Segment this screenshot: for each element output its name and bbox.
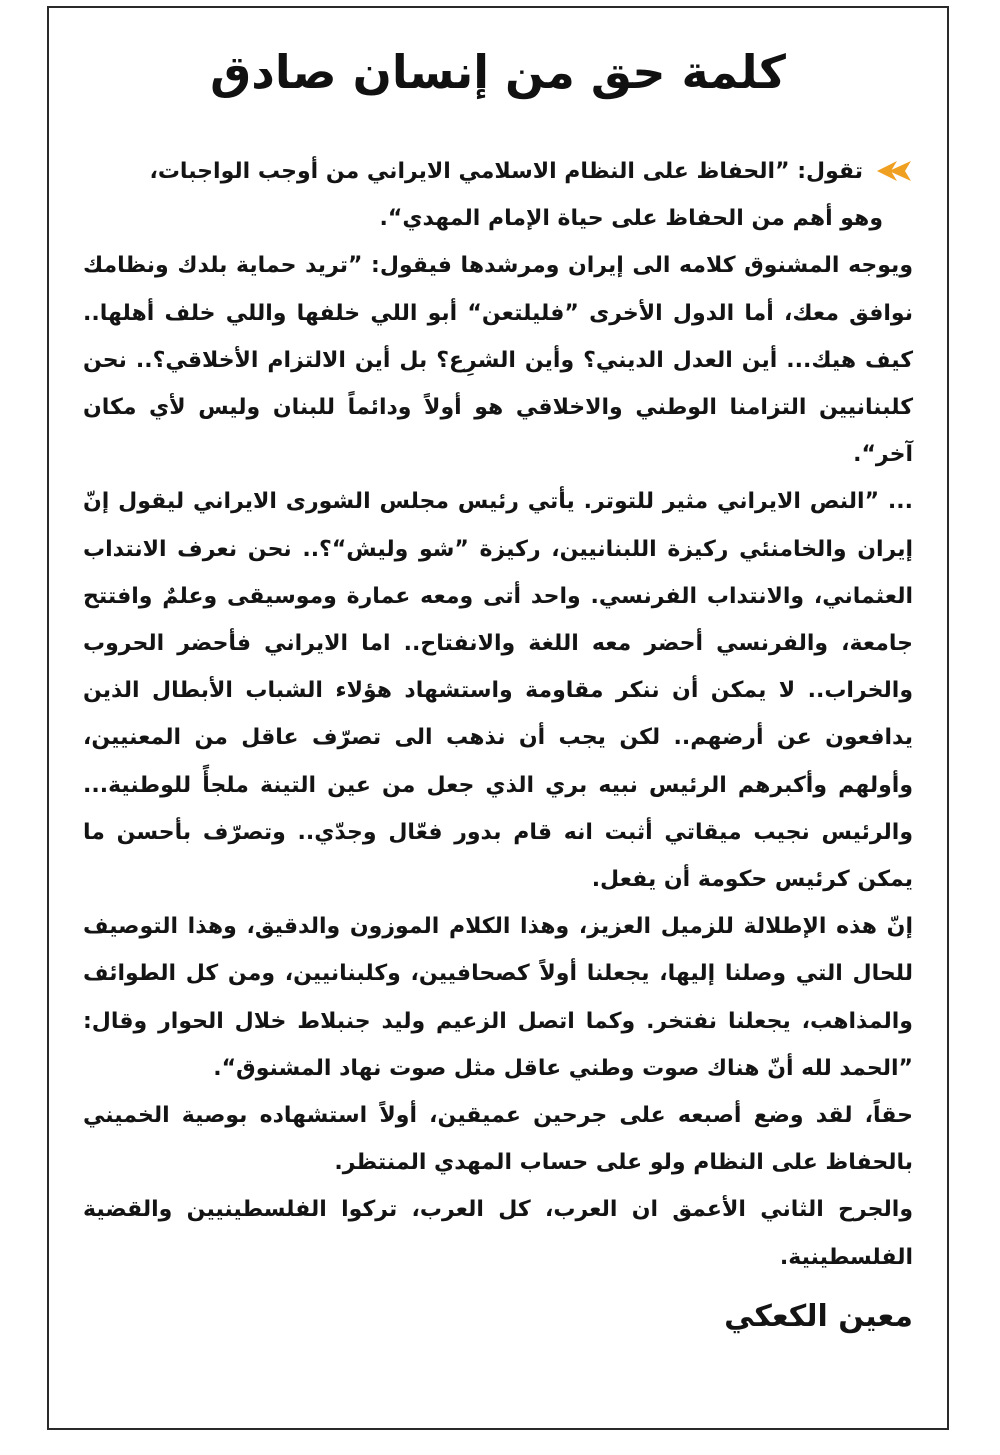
article-paragraph-4: إنّ هذه الإطلالة للزميل العزيز، وهذا الكلام الموزون والدقيق، وهذا التوصيف للحال التي وصلنا إليها، يجعلنا أولاً كصحافيين، وكلبنانيين، ومن كل الطوائف والمذاهب، يجعلنا نفتخر. وكما اتصل الزعيم وليد جنبلاط خلال الحوار وقال: ”الحمد لله أنّ هناك صوت وطني عاقل مثل صوت نهاد المشنوق“.	[83, 914, 913, 1081]
article-frame	[47, 6, 949, 1430]
paragraph-text: تقول: ”الحفاظ على النظام الاسلامي الايراني من أوجب الواجبات،	[149, 159, 863, 184]
article-body	[83, 148, 913, 1347]
article-paragraph-2: ويوجه المشنوق كلامه الى إيران ومرشدها فيقول: ”تريد حماية بلدك ونظامك نوافق معك، أما الدول الأخرى ”فليلتعن“ أبو اللي خلفها واللي خلف أهلها.. كيف هيك... أين العدل الديني؟ وأين الشرِع؟ بل أين الالتزام الأخلاقي؟.. نحن كلبنانيين التزامنا الوطني والاخلاقي هو أولاً ودائماً للبنان وليس لأي مكان آخر“.	[83, 253, 913, 468]
article-title: كلمة حق من إنسان صادق	[210, 45, 786, 99]
article-paragraph-1	[83, 148, 913, 195]
article-paragraph-1-cont: وهو أهم من الحفاظ على حياة الإمام المهدي“.	[379, 206, 883, 232]
article-paragraph-6: والجرح الثاني الأعمق ان العرب، كل العرب، تركوا الفلسطينيين والقضية الفلسطينية.	[83, 1197, 913, 1270]
author-name: معين الكعكي	[724, 1298, 913, 1334]
article-paragraph-3: ... ”النص الايراني مثير للتوتر. يأتي رئيس مجلس الشورى الايراني ليقول إنّ إيران والخامنئي ركيزة اللبنانيين، ركيزة ”شو وليش“؟.. نحن نعرف الانتداب العثماني، والانتداب الفرنسي. واحد أتى ومعه عمارة وموسيقى وعلمٌ وافتتح جامعة، والفرنسي أحضر معه اللغة والانفتاح.. اما الايراني فأحضر الحروب والخراب.. لا يمكن أن ننكر مقاومة واستشهاد هؤلاء الشباب الأبطال الذين يدافعون عن أرضهم.. لكن يجب أن نذهب الى تصرّف عاقل من المعنيين، وأولهم وأكبرهم الرئيس نبيه بري الذي جعل من عين التينة ملجأً للوطنية... والرئيس نجيب ميقاتي أثبت انه قام بدور فعّال وجدّي.. وتصرّف بأحسن ما يمكن كرئيس حكومة أن يفعل.	[83, 489, 913, 893]
article-paragraph-5: حقاً، لقد وضع أصبعه على جرحين عميقين، أولاً استشهاده بوصية الخميني بالحفاظ على النظام ولو على حساب المهدي المنتظر.	[83, 1103, 913, 1176]
double-chevron-left-icon	[875, 158, 913, 184]
